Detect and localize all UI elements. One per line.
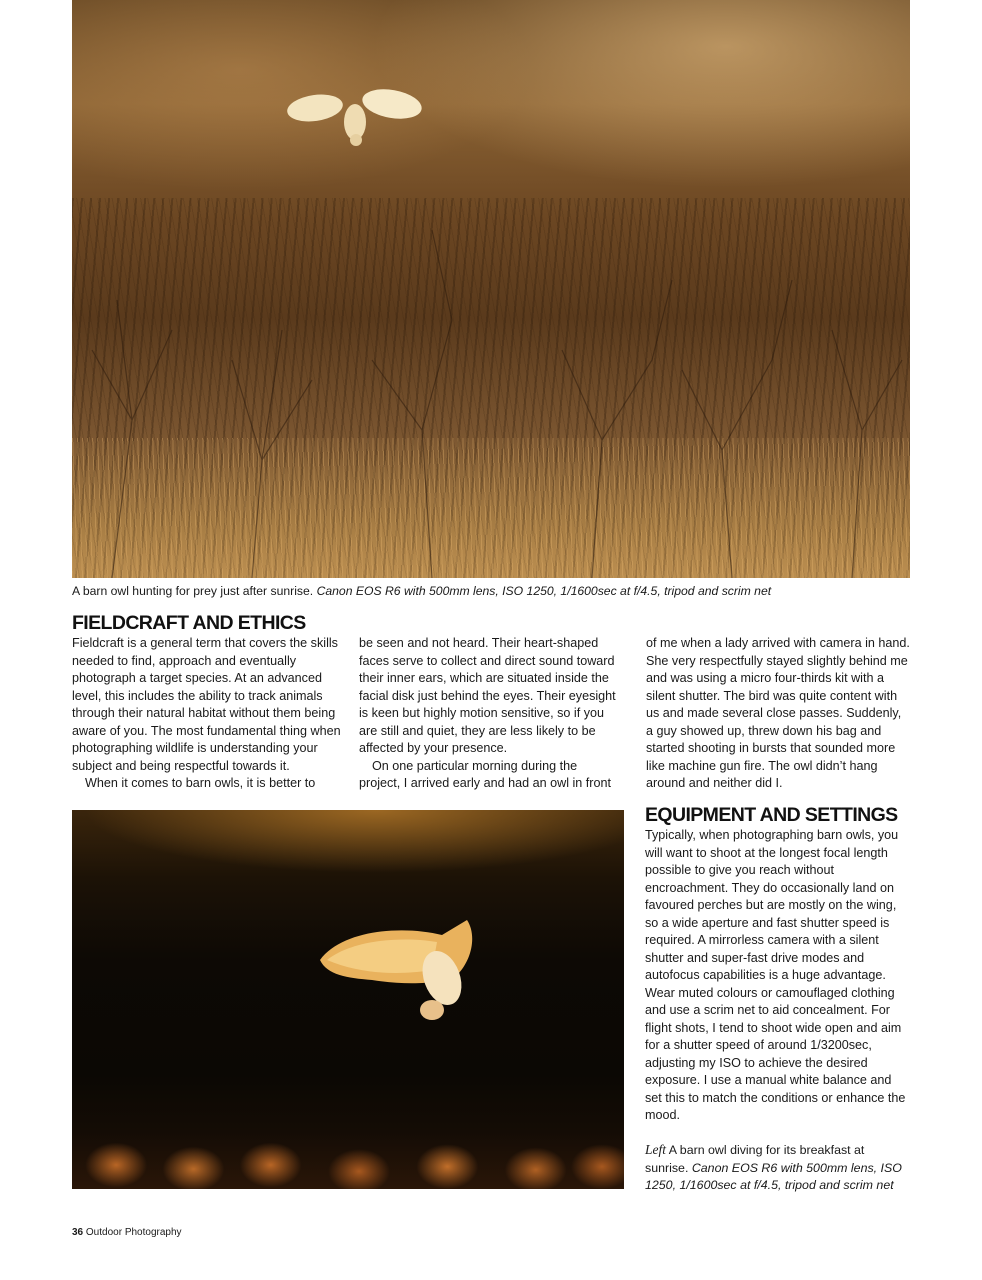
page-footer: [72, 1227, 182, 1238]
caption-position-label: Left: [645, 1142, 667, 1157]
fieldcraft-column-1: [72, 635, 344, 793]
bottom-caption-specs: Canon EOS R6 with 500mm lens, ISO 1250, 1/1600sec at f/4.5, tripod and scrim net: [645, 1160, 902, 1192]
fieldcraft-paragraph: Fieldcraft is a general term that covers the skills needed to find, approach and eventually photograph a target species. At an advanced level, this includes the ability to track animals through their natural habitat without them being aware of you. The most fundamental thing when photographing wildlife is understanding your subject and being respectful towards it.: [72, 636, 341, 773]
top-caption-text: A barn owl hunting for prey just after sunrise.: [72, 584, 314, 598]
fieldcraft-paragraph: On one particular morning during the project, I arrived early and had an owl in front: [359, 758, 612, 790]
owl-in-flight-illustration: [72, 0, 910, 578]
equipment-paragraph: Typically, when photographing barn owls, you will want to shoot at the longest focal length possible to give you reach without encroachment. They do occasionally land on favoured perches but are mostly on the wing, so a wide aperture and fast shutter speed is required. A mirrorless camera with a silent shutter and super-fast drive modes and autofocus capabilities is a huge advantage. Wear muted colours or camouflaged clothing and use a scrim net to aid concealment. For flight shots, I tend to shoot wide open and aim for a shutter speed of around 1/3200sec, adjusting my ISO to achieve the desired exposure. I use a manual white balance and set this to match the conditions or enhance the mood.: [645, 828, 906, 1122]
fieldcraft-paragraph: of me when a lady arrived with camera in hand. She very respectfully stayed slightly behind me and was using a micro four-thirds kit with a silent shutter. The bird was quite content with us and made several close passes. Suddenly, a guy showed up, threw down his bag and started shooting in bursts that sounded more like machine gun fire. The owl didn’t hang around and neither did I.: [646, 636, 910, 790]
fieldcraft-paragraph: be seen and not heard. Their heart-shaped faces serve to collect and direct sound toward their inner ears, which are situated inside the facial disk just behind the eyes. Their eyesight is keen but highly motion sensitive, so if you are still and quiet, they are less likely to be affected by your presence.: [359, 636, 616, 755]
diving-owl-illustration: [72, 810, 624, 1189]
magazine-name: Outdoor Photography: [85, 1227, 182, 1238]
fieldcraft-column-2: [359, 635, 621, 793]
bottom-caption-text: A barn owl diving for its breakfast at sunrise.: [645, 1143, 865, 1175]
page-number: 36: [72, 1227, 84, 1238]
barn-owl-diving-photo: [72, 810, 624, 1189]
fieldcraft-heading: FIELDCRAFT AND ETHICS: [72, 612, 306, 634]
equipment-heading: EQUIPMENT AND SETTINGS: [645, 804, 898, 826]
fieldcraft-column-3: [646, 635, 910, 793]
top-photo-caption: [72, 583, 910, 601]
barn-owl-hunting-photo: [72, 0, 910, 578]
bottom-photo-caption: [645, 1141, 907, 1195]
top-caption-specs: Canon EOS R6 with 500mm lens, ISO 1250, 1/1600sec at f/4.5, tripod and scrim net: [316, 584, 772, 598]
equipment-body: [645, 827, 910, 1125]
fieldcraft-paragraph: When it comes to barn owls, it is better to: [85, 776, 316, 790]
